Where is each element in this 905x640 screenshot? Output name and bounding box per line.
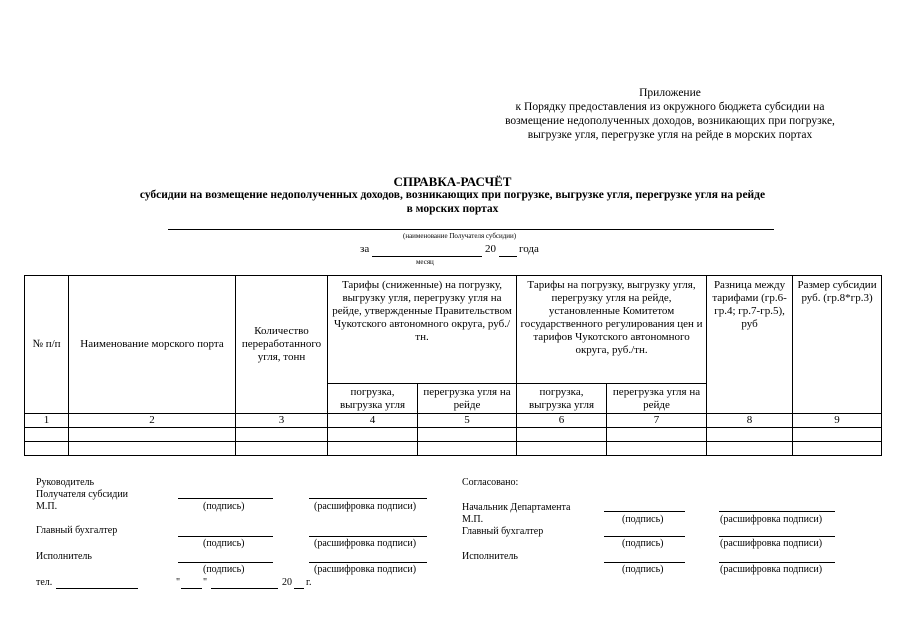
table-row <box>25 442 882 456</box>
document-subtitle-line1: субсидии на возмещение недополученных доходов, возникающих при погрузке, выгрузке угля, перегрузке угля на рейде <box>139 189 766 201</box>
date-quote-open: " <box>176 577 181 588</box>
header-coal-quantity: Количество переработанного угля, тонн <box>236 276 328 414</box>
head-signature-line[interactable] <box>178 498 273 499</box>
table-cell[interactable] <box>236 442 328 456</box>
decoding-caption: (расшифровка подписи) <box>720 538 823 549</box>
table-row <box>25 428 882 442</box>
head-label-line2: Получателя субсидии <box>36 489 129 500</box>
subheader-loading: погрузка, выгрузка угля <box>517 384 607 414</box>
dept-head-label: Начальник Департамента <box>462 502 571 513</box>
header-committee-tariffs: Тарифы на погрузку, выгрузку угля, перегрузку угля на рейде, установленные Комитетом государственного регулирования цен и тарифов Чукотского автономного округа, руб./тн. <box>517 276 707 384</box>
phone-field-line[interactable] <box>56 588 138 589</box>
header-reduced-tariffs: Тарифы (сниженные) на погрузку, выгрузку угля, перегрузку угля на рейде, утвержденные Правительством Чукотского автономного округа, руб./тн. <box>328 276 517 384</box>
date-quote-close: " <box>203 577 208 588</box>
decoding-caption: (расшифровка подписи) <box>720 564 823 575</box>
table-cell[interactable] <box>793 428 882 442</box>
document-title: СПРАВКА-РАСЧЁТ <box>393 174 512 189</box>
table-cell[interactable] <box>517 428 607 442</box>
accountant-label: Главный бухгалтер <box>36 525 118 536</box>
header-row-number: № п/п <box>25 276 69 414</box>
table-cell[interactable] <box>707 428 793 442</box>
header-port-name: Наименование морского порта <box>69 276 236 414</box>
column-number: 7 <box>607 414 707 428</box>
column-number: 6 <box>517 414 607 428</box>
year-field-line[interactable] <box>499 256 517 257</box>
date-year-prefix: 20 <box>282 577 292 588</box>
table-cell[interactable] <box>517 442 607 456</box>
date-day-line[interactable] <box>181 588 202 589</box>
accountant-signature-line[interactable] <box>604 536 685 537</box>
column-number: 3 <box>236 414 328 428</box>
month-field-line[interactable] <box>372 256 482 257</box>
accountant-label: Главный бухгалтер <box>462 526 544 537</box>
header-tariff-difference: Разница между тарифами (гр.6-гр.4; гр.7-гр.5), руб <box>707 276 793 414</box>
stamp-label: М.П. <box>36 501 58 512</box>
appendix-line: к Порядку предоставления из окружного бюджета субсидии на <box>515 101 825 113</box>
subheader-roadstead: перегрузка угля на рейде <box>418 384 517 414</box>
accountant-decoding-line[interactable] <box>309 536 427 537</box>
column-number: 1 <box>25 414 69 428</box>
executor-label: Исполнитель <box>36 551 92 562</box>
period-prefix: за <box>360 243 370 255</box>
subheader-loading: погрузка, выгрузка угля <box>328 384 418 414</box>
appendix-line: выгрузке угля, перегрузке угля на рейде в морских портах <box>527 129 813 141</box>
date-year-suffix: г. <box>306 577 312 588</box>
table-cell[interactable] <box>69 442 236 456</box>
dept-head-decoding-line[interactable] <box>719 511 835 512</box>
signature-caption: (подпись) <box>203 501 245 512</box>
decoding-caption: (расшифровка подписи) <box>314 564 417 575</box>
appendix-line: возмещение недополученных доходов, возникающих при погрузке, <box>505 115 835 127</box>
appendix-block <box>470 86 870 142</box>
table-cell[interactable] <box>418 442 517 456</box>
head-label-line1: Руководитель <box>36 477 95 488</box>
executor-decoding-line[interactable] <box>309 562 427 563</box>
appendix-line: Приложение <box>639 87 701 99</box>
signature-caption: (подпись) <box>203 564 245 575</box>
head-decoding-line[interactable] <box>309 498 427 499</box>
signature-caption: (подпись) <box>203 538 245 549</box>
executor-signature-line[interactable] <box>604 562 685 563</box>
table-cell[interactable] <box>607 428 707 442</box>
signature-caption: (подпись) <box>622 564 664 575</box>
column-number: 5 <box>418 414 517 428</box>
date-year-line[interactable] <box>294 588 304 589</box>
column-number: 4 <box>328 414 418 428</box>
subsidy-table <box>24 275 882 456</box>
table-cell[interactable] <box>236 428 328 442</box>
month-caption: месяц <box>416 258 434 266</box>
year-prefix: 20 <box>485 243 496 255</box>
recipient-name-line[interactable] <box>168 229 774 230</box>
decoding-caption: (расшифровка подписи) <box>720 514 823 525</box>
signature-caption: (подпись) <box>622 538 664 549</box>
accountant-decoding-line[interactable] <box>719 536 835 537</box>
decoding-caption: (расшифровка подписи) <box>314 501 417 512</box>
table-cell[interactable] <box>328 428 418 442</box>
table-cell[interactable] <box>69 428 236 442</box>
header-subsidy-amount: Размер субсидии руб. (гр.8*гр.3) <box>793 276 882 414</box>
table-cell[interactable] <box>793 442 882 456</box>
column-number: 9 <box>793 414 882 428</box>
executor-decoding-line[interactable] <box>719 562 835 563</box>
year-suffix: года <box>519 243 539 255</box>
document-subtitle-line2: в морских портах <box>406 203 499 215</box>
accountant-signature-line[interactable] <box>178 536 273 537</box>
table-cell[interactable] <box>707 442 793 456</box>
column-number: 8 <box>707 414 793 428</box>
table-cell[interactable] <box>25 428 69 442</box>
dept-head-signature-line[interactable] <box>604 511 685 512</box>
date-month-line[interactable] <box>211 588 278 589</box>
stamp-label: М.П. <box>462 514 484 525</box>
executor-signature-line[interactable] <box>178 562 273 563</box>
recipient-caption: (наименование Получателя субсидии) <box>403 232 517 240</box>
signature-caption: (подпись) <box>622 514 664 525</box>
table-cell[interactable] <box>25 442 69 456</box>
executor-label: Исполнитель <box>462 551 518 562</box>
phone-label: тел. <box>36 577 53 588</box>
agreed-label: Согласовано: <box>462 477 519 488</box>
column-number: 2 <box>69 414 236 428</box>
decoding-caption: (расшифровка подписи) <box>314 538 417 549</box>
table-cell[interactable] <box>418 428 517 442</box>
table-cell[interactable] <box>607 442 707 456</box>
table-cell[interactable] <box>328 442 418 456</box>
subheader-roadstead: перегрузка угля на рейде <box>607 384 707 414</box>
